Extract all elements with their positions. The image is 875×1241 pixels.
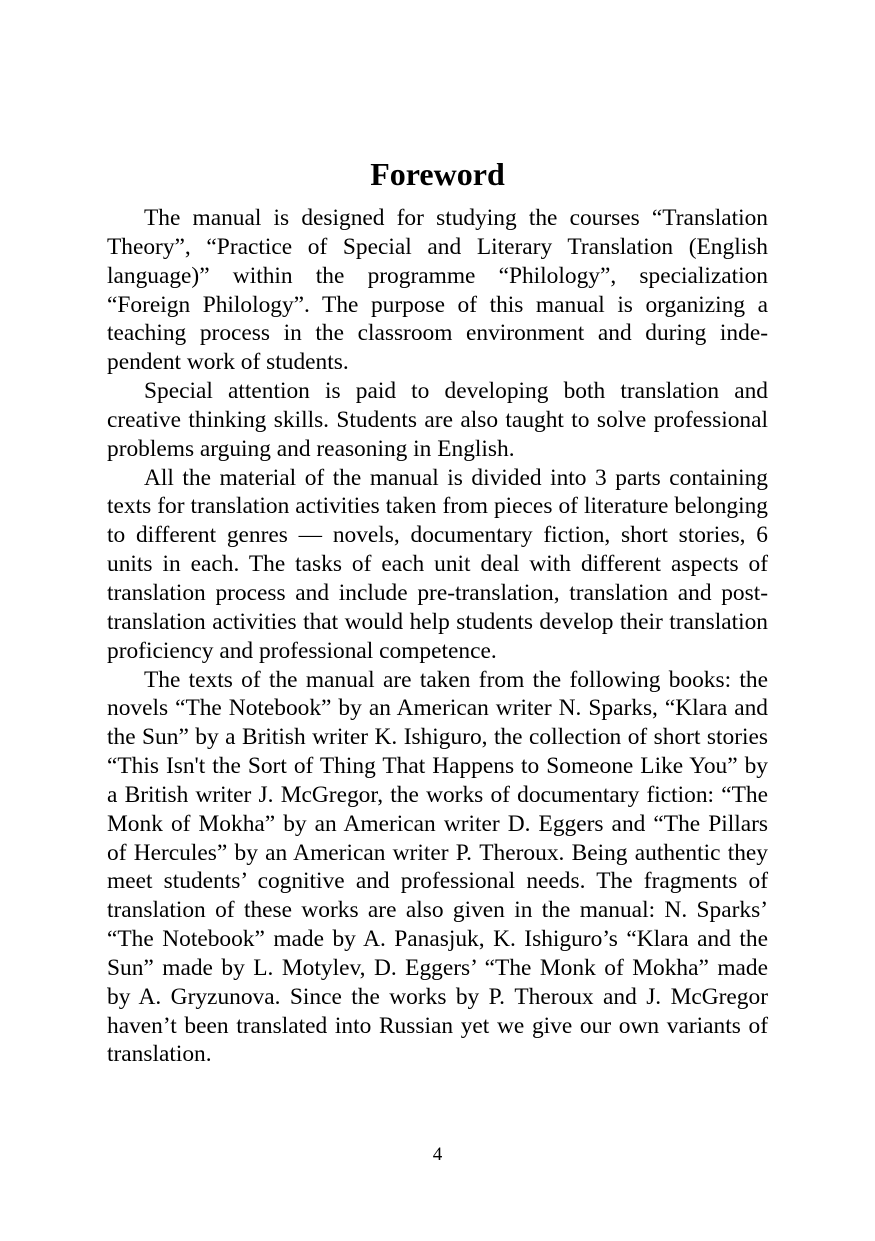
- paragraph-sources: The texts of the manual are taken from the following books: the novels “The Notebook” by an American writer N. Sparks, “Klara and the Sun” by a British writer K. Ishiguro, the collection of short stories “This Isn't the Sort of Thing That Happens to Someone Like You” by a British writer J. McGregor, the works of documentary fiction: “The Monk of Mokha” by an American writer D. Eggers and “The Pillars of Hercules” by an American writer P. Theroux. Being authentic they meet students’ cognitive and professional needs. The fragments of translation of these works are also given in the manual: N. Sparks’ “The Notebook” made by A. Panasjuk, K. Ishiguro’s “Klara and the Sun” made by L. Motylev, D. Eggers’ “The Monk of Mokha” made by A. Gryzunova. Since the works by P. Theroux and J. McGregor haven’t been translated into Russian yet we give our own variants of translation.: [107, 666, 768, 1068]
- page-title: Foreword: [370, 156, 505, 192]
- body-text: [107, 204, 768, 1069]
- paragraph-intro: The manual is designed for studying the courses “Translation Theory”, “Practice of Special and Literary Translation (English language)” within the programme “Philology”, specialization “Foreign Philology”. The purpose of this manual is organizing a teaching process in the classroom environment and during independent work of students.: [107, 205, 768, 376]
- paragraph-skills: Special attention is paid to developing both translation and creative thinking skills. Students are also taught to solve professional problems arguing and reasoning in English.: [107, 378, 768, 462]
- page-number: 4: [432, 1144, 443, 1165]
- paragraph-structure: All the material of the manual is divided into 3 parts containing texts for translation activities taken from pieces of literature belonging to different genres — novels, documentary fiction, short stories, 6 units in each. The tasks of each unit deal with different aspects of translation process and include pre-translation, translation and post-translation activities that would help students develop their translation proficiency and professional competence.: [107, 464, 768, 664]
